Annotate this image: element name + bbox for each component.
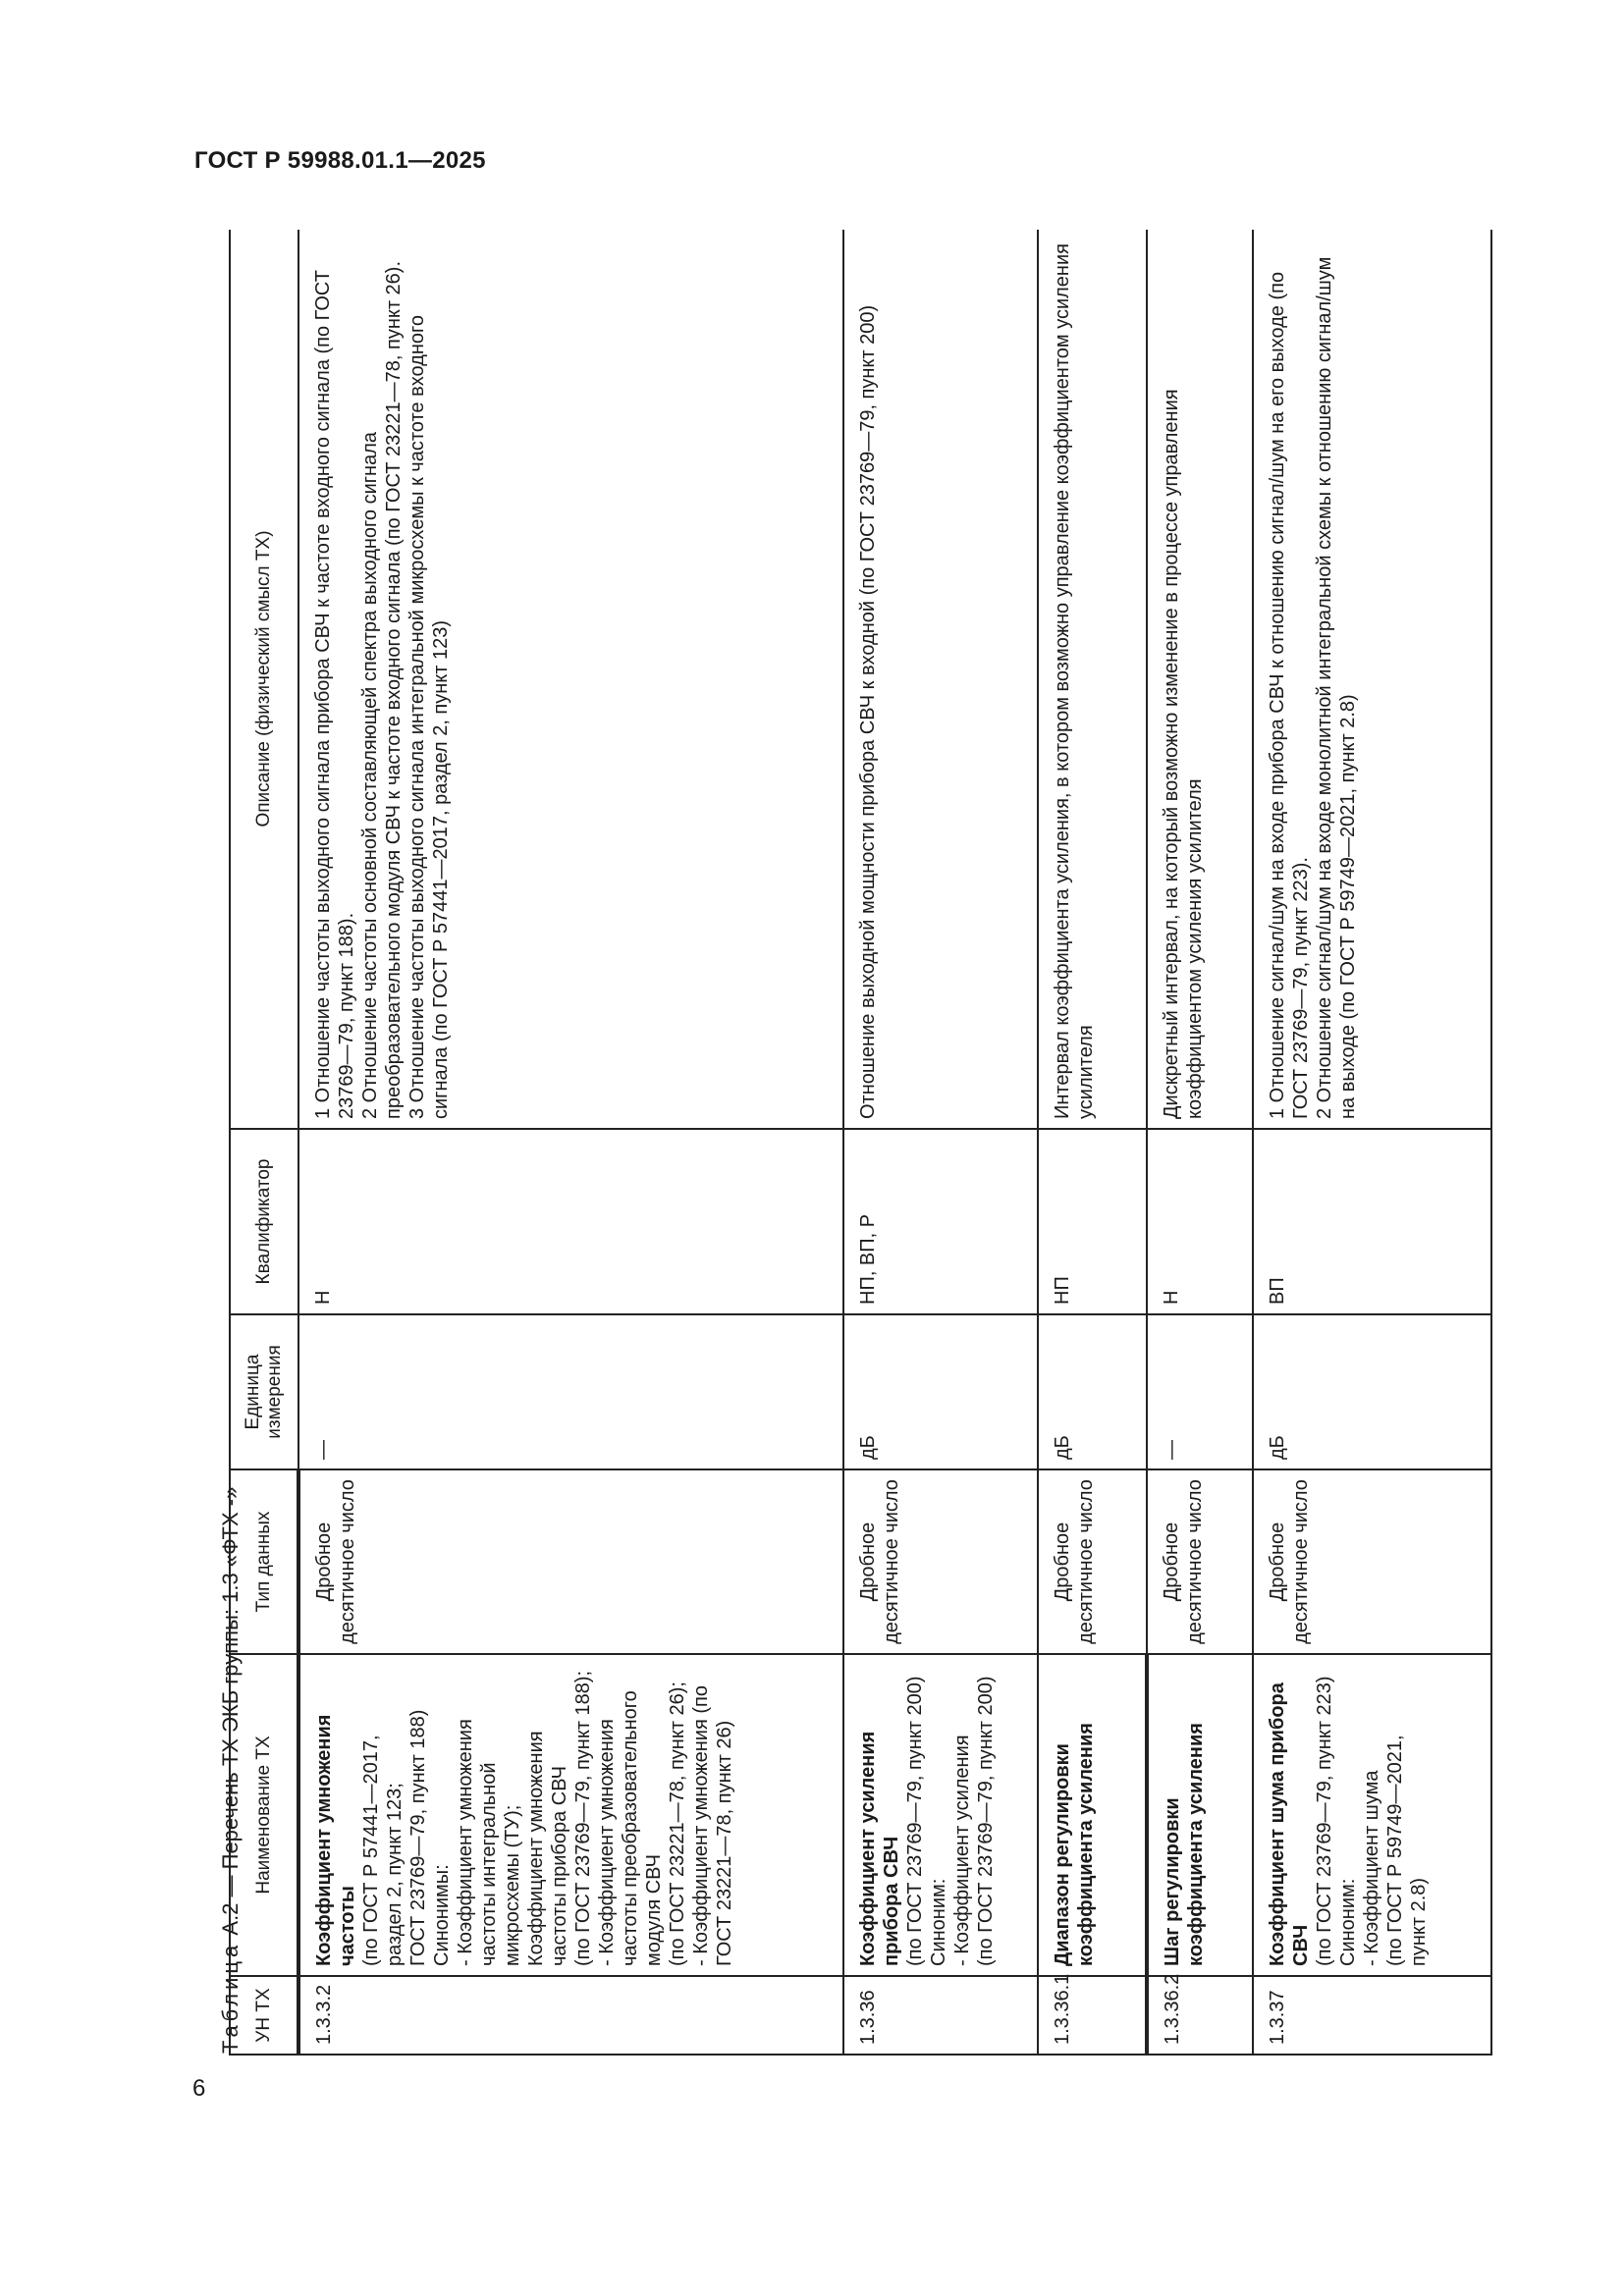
cell-description — [1147, 230, 1253, 1129]
tx-synonym: - Коэффициент умножения (по ГОСТ 23221—78, пункт 26) — [690, 1685, 735, 1966]
tx-name-ref: (по ГОСТ 23769—79, пункт 200) — [904, 1676, 926, 1966]
description-item: 2 Отношение сигнал/шум на входе монолитной интегральной схемы к отношению сигнал/шум на выходе (по ГОСТ Р 59749—2021, пункт 2.8) — [1314, 256, 1359, 1119]
table-header-row — [230, 230, 298, 2055]
table-frame — [229, 230, 1492, 2056]
tx-name-ref: (по ГОСТ Р 57441—2017, — [360, 1735, 382, 1966]
cell-un: 1.3.3.2 — [298, 1976, 843, 2055]
cell-name — [843, 1654, 1038, 1976]
tx-name: Диапазон регулировки коэффициента усиления — [1052, 1723, 1097, 1966]
tx-synonym: - Коэффициент шума — [1361, 1770, 1382, 1966]
table-row — [1038, 230, 1147, 2055]
tx-name-ref: ГОСТ 23769—79, пункт 188) — [407, 1709, 429, 1966]
tx-name: Шаг регулировки коэффициента усиления — [1162, 1723, 1207, 1966]
tx-synonyms-label: Синоним: — [928, 1878, 949, 1966]
description-item: 1 Отношение частоты выходного сигнала прибора СВЧ к частоте входного сигнала (по ГОСТ 23769—79, пункт 188). — [312, 270, 357, 1119]
table-row — [1147, 230, 1253, 2055]
cell-unit: — — [298, 1314, 843, 1469]
tx-synonym: - Коэффициент умножения частоты преобразовательного модуля СВЧ — [596, 1690, 665, 1966]
cell-un: 1.3.36.2 — [1147, 1976, 1253, 2055]
table-row — [843, 230, 1038, 2055]
cell-name — [1038, 1654, 1147, 1976]
cell-description — [1038, 230, 1147, 1129]
cell-description — [298, 230, 843, 1129]
tx-synonym-ref: (по ГОСТ Р 59749—2021, — [1384, 1735, 1406, 1966]
cell-qualifier: Н — [1147, 1129, 1253, 1314]
tx-synonym-ref: (по ГОСТ 23769—79, пункт 188); — [572, 1670, 594, 1966]
description-item: Дискретный интервал, на который возможно изменение в процессе управления коэффициентом усиления усилителя — [1161, 389, 1206, 1119]
cell-qualifier: Н — [298, 1129, 843, 1314]
cell-qualifier: ВП — [1253, 1129, 1491, 1314]
col-header-description: Описание (физический смысл ТХ) — [230, 230, 298, 1129]
cell-type: Дробное десятичное число — [1253, 1469, 1491, 1654]
tx-synonym-ref: (по ГОСТ 23221—78, пункт 26); — [667, 1682, 688, 1966]
tx-synonym: - Коэффициент усиления — [951, 1735, 973, 1966]
description-item: Интервал коэффициента усиления, в котором возможно управление коэффициентом усиления усилителя — [1052, 243, 1097, 1119]
tx-name: Коэффициент усиления прибора СВЧ — [857, 1731, 902, 1966]
cell-un: 1.3.36.1 — [1038, 1976, 1147, 2055]
cell-type: Дробное десятичное число — [843, 1469, 1038, 1654]
document-code: ГОСТ Р 59988.01.1—2025 — [194, 147, 486, 174]
cell-name — [1147, 1654, 1253, 1976]
col-header-un: УН ТХ — [230, 1976, 298, 2055]
description-item: 3 Отношение частоты выходного сигнала интегральной микросхемы к частоте входного сигнала (по ГОСТ Р 57441—2017, раздел 2, пункт 123) — [406, 315, 452, 1119]
tx-synonym-ref: (по ГОСТ 23769—79, пункт 200) — [975, 1676, 997, 1966]
rotated-table-container — [229, 230, 1492, 2056]
tx-synonyms-label: Синоним: — [1337, 1878, 1359, 1966]
cell-unit: — — [1147, 1314, 1253, 1469]
tx-name: Коэффициент шума прибора СВЧ — [1267, 1682, 1312, 1966]
cell-un: 1.3.37 — [1253, 1976, 1491, 2055]
tx-synonym: - Коэффициент умножения частоты интегральной микросхемы (ТУ); — [455, 1719, 523, 1966]
description-item: Отношение выходной мощности прибора СВЧ к входной (по ГОСТ 23769—79, пункт 200) — [857, 304, 879, 1119]
col-header-type: Тип данных — [230, 1469, 298, 1654]
tx-synonyms-label: Синонимы: — [431, 1864, 453, 1966]
cell-description — [843, 230, 1038, 1129]
tx-synonym: Коэффициент умножения частоты прибора СВЧ — [525, 1731, 570, 1966]
col-header-qualifier: Квалификатор — [230, 1129, 298, 1314]
col-header-name: Наименование ТХ — [230, 1654, 298, 1976]
tx-name-ref: раздел 2, пункт 123; — [384, 1783, 406, 1966]
cell-qualifier: НП, ВП, Р — [843, 1129, 1038, 1314]
cell-type: Дробное десятичное число — [1038, 1469, 1147, 1654]
cell-name — [298, 1654, 843, 1976]
cell-qualifier: НП — [1038, 1129, 1147, 1314]
description-item: 2 Отношение частоты основной составляющей спектра выходного сигнала преобразовательного модуля СВЧ к частоте входного сигнала (по ГОСТ 23221—78, пункт 26). — [359, 260, 405, 1119]
tx-synonym-ref: пункт 2.8) — [1408, 1877, 1430, 1966]
caption-word: Таблица — [218, 1941, 243, 2054]
description-item: 1 Отношение сигнал/шум на входе прибора СВЧ к отношению сигнал/шум на его выходе (по ГОСТ 23769—79, пункт 223). — [1267, 271, 1312, 1119]
cell-unit: дБ — [843, 1314, 1038, 1469]
page-number: 6 — [192, 2075, 206, 2102]
tx-table — [229, 230, 1492, 2056]
cell-unit: дБ — [1253, 1314, 1491, 1469]
cell-unit: дБ — [1038, 1314, 1147, 1469]
tx-name: Коэффициент умножения частоты — [313, 1714, 358, 1966]
cell-description — [1253, 230, 1491, 1129]
table-row — [1253, 230, 1491, 2055]
tx-name-ref: (по ГОСТ 23769—79, пункт 223) — [1314, 1676, 1335, 1966]
table-row — [298, 230, 843, 2055]
cell-type: Дробное десятичное число — [1147, 1469, 1253, 1654]
cell-un: 1.3.36 — [843, 1976, 1038, 2055]
cell-type: Дробное десятичное число — [298, 1469, 843, 1654]
cell-name — [1253, 1654, 1491, 1976]
caption-text: А.2 — Перечень ТХ ЭКБ группы: 1.3 «ФТХ -» — [218, 1486, 243, 1936]
col-header-unit: Единица измерения — [230, 1314, 298, 1469]
